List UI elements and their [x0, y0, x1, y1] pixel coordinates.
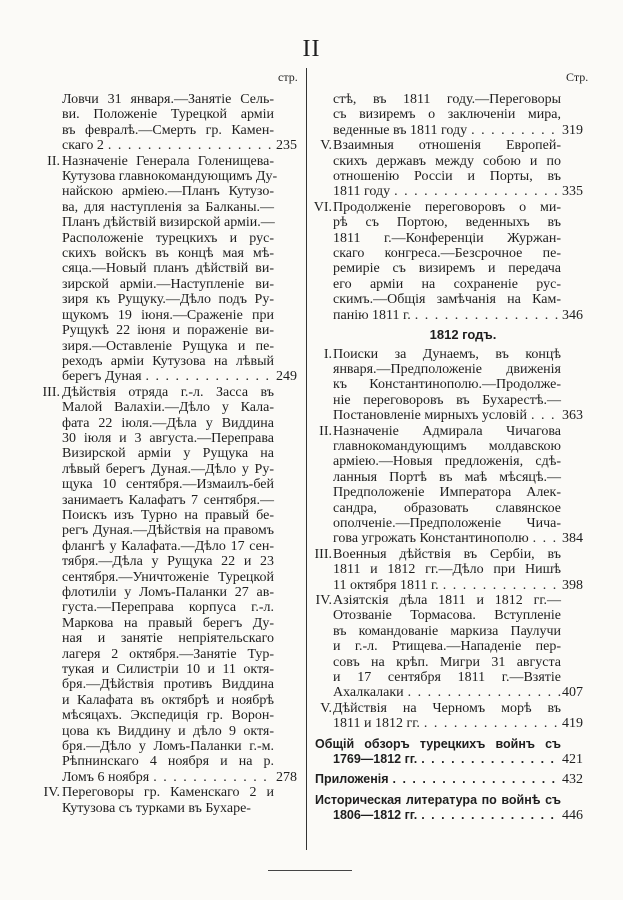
entry-line: и Калафата въ октябрѣ и ноябрѣ: [62, 692, 274, 708]
entry-line: густа.—Переправа корпуса г.-л.: [62, 600, 274, 616]
entry-line: зирской арміи.—Наступленіе ви-: [62, 276, 274, 292]
entry-line: отношенію Россіи и Порты, въ: [333, 169, 561, 185]
entry-line: лѣвый берегъ Дуная.—Дѣло у Ру-: [62, 461, 274, 477]
entry-line: фата 22 іюля.—Дѣла у Виддина: [62, 415, 274, 431]
dot-leader: [404, 685, 561, 700]
entry-line: бря.—Дѣло у Ломъ-Паланки г.-м.: [62, 739, 274, 755]
toc-entry: [312, 347, 594, 424]
entry-line: Военныя дѣйствія въ Сербіи, въ: [333, 546, 561, 562]
entry-line: сандра, образовать славянское: [333, 500, 561, 516]
toc-entry: [312, 92, 594, 138]
entry-line: мѣсяцахъ. Экспедиція гр. Ворон-: [62, 708, 274, 724]
entry-number: II.: [319, 423, 332, 439]
entry-number: VI.: [313, 199, 332, 215]
entry-line: сяца.—Новый планъ дѣйствій ви-: [62, 261, 274, 277]
dot-leader: [104, 138, 274, 153]
dot-leader: [389, 772, 561, 787]
dot-leader: [527, 408, 561, 423]
entry-page: 249: [276, 369, 297, 385]
entry-line: бря.—Дѣйствія противъ Виддина: [62, 677, 274, 693]
entry-line: Дѣйствія отряда г.-л. Засса въ: [62, 384, 274, 400]
entry-line: Продолженіе переговоровъ о ми-: [333, 199, 561, 215]
entry-line: въ командованіе маркиза Паулучи: [333, 623, 561, 639]
entry-line: Маркова на правый берегъ Ду-: [62, 615, 274, 631]
end-rule: [268, 870, 352, 871]
entry-line: щукомъ 19 іюня.—Сраженіе при: [62, 307, 274, 323]
entry-line: ва, для наступленія за Балканы.—: [62, 199, 274, 215]
dot-leader: [390, 184, 561, 199]
entry-page: 346: [562, 307, 583, 323]
toc-entry: [312, 793, 594, 824]
entry-line: Рущукѣ 22 іюня и пораженіе ви-: [62, 323, 274, 339]
entry-line: [333, 123, 561, 138]
entry-line: [333, 531, 561, 546]
entry-page: 398: [562, 577, 583, 593]
toc-right-column: [312, 92, 594, 824]
entry-line: скихъ войскъ въ концѣ мая мѣ-: [62, 246, 274, 262]
toc-entry: [312, 547, 594, 593]
entry-number: IV.: [315, 593, 332, 608]
entry-line: реходъ арміи Кутузова на лѣвый: [62, 353, 274, 369]
entry-line: ополченіе.—Предположеніе Чича-: [333, 515, 561, 531]
dot-leader: [529, 531, 561, 546]
entry-line: и 17 сентября 1811 г.—Взятіе: [333, 670, 561, 686]
entry-text: Ломъ 6 ноября: [62, 769, 150, 785]
dot-leader: [417, 752, 561, 767]
entry-line: [315, 772, 561, 787]
entry-page: 319: [562, 122, 583, 138]
entry-line: Назначеніе Адмирала Чичагова: [333, 423, 561, 439]
entry-line: сентября.—Уничтоженіе Турецкой: [62, 569, 274, 585]
dot-leader: [420, 716, 561, 731]
entry-text: 1769—1812 гг.: [333, 752, 418, 767]
entry-line: Визирской арміи у Рущука на: [62, 446, 274, 462]
entry-line: [62, 138, 274, 153]
entry-line: цова къ Виддину и дѣло 9 октя-: [62, 723, 274, 739]
entry-line: Предположеніе Императора Алек-: [333, 485, 561, 501]
toc-entry: [312, 138, 594, 200]
entry-text: веденные въ 1811 году: [333, 122, 468, 138]
entry-line: [333, 808, 561, 823]
entry-line: къ Константинополю.—Продолже-: [333, 377, 561, 393]
entry-line: Общій обзоръ турецкихъ войнъ съ: [315, 736, 561, 751]
entry-line: ремиріе съ визиремъ и передача: [333, 261, 561, 277]
page-column-label-right: Стр.: [566, 70, 589, 84]
entry-page: 421: [562, 752, 583, 768]
entry-line: занимаетъ Калафатъ 7 сентября.—: [62, 492, 274, 508]
toc-entry: [40, 785, 302, 816]
entry-line: ланныя Портѣ въ маѣ мѣсяцѣ.—: [333, 469, 561, 485]
entry-line: и г.-л. Ртищева.—Нападеніе пер-: [333, 639, 561, 655]
entry-line: Ловчи 31 января.—Занятіе Сель-: [62, 92, 274, 107]
entry-line: ніе переговоровъ въ Бухарестѣ.—: [333, 392, 561, 408]
entry-page: 235: [276, 138, 297, 154]
entry-text: Приложенія: [315, 772, 389, 787]
entry-line: [62, 770, 274, 785]
entry-page: 407: [562, 685, 583, 701]
dot-leader: [411, 308, 561, 323]
entry-line: его арміи на сохраненіе рус-: [333, 276, 561, 292]
entry-line: зиря къ Рущуку.—Дѣло подъ Ру-: [62, 292, 274, 308]
entry-line: [333, 685, 561, 700]
entry-text: 1811 и 1812 гг.: [333, 716, 420, 732]
entry-line: тукая и Силистріи 10 и 11 октя-: [62, 662, 274, 678]
entry-line: ви. Положеніе Турецкой арміи: [62, 107, 274, 123]
entry-line: ная и занятіе непріятельскаго: [62, 631, 274, 647]
entry-line: главнокомандующимъ молдавскою: [333, 438, 561, 454]
entry-line: [62, 369, 274, 384]
entry-line: [333, 184, 561, 199]
entry-number: III.: [42, 384, 60, 400]
entry-number: I.: [323, 346, 332, 362]
entry-page: 278: [276, 769, 297, 785]
entry-text: берегъ Дуная: [62, 369, 142, 385]
toc-left-column: [40, 92, 302, 816]
entry-line: флангѣ у Калафата.—Дѣло 17 сен-: [62, 538, 274, 554]
entry-line: Кутузова съ турками въ Бухаре-: [62, 800, 251, 816]
entry-line: тября.—Дѣла у Рущука 22 и 23: [62, 554, 274, 570]
entry-line: Азіятскія дѣла 1811 и 1812 гг.—: [333, 593, 561, 608]
entry-line: скаго конгреса.—Безсрочное пе-: [333, 246, 561, 262]
entry-line: въ февралѣ.—Смерть гр. Камен-: [62, 122, 274, 138]
entry-text: гова угрожать Константинополю: [333, 531, 529, 547]
page-column-label-left: стр.: [278, 70, 298, 84]
entry-number: V.: [320, 700, 332, 716]
toc-entry: [312, 772, 594, 787]
entry-line: Поиски за Дунаемъ, въ концѣ: [333, 346, 561, 362]
entry-line: съ визиремъ о заключеніи мира,: [333, 107, 561, 123]
entry-number: II.: [47, 153, 60, 169]
toc-entry: [312, 424, 594, 547]
column-divider: [306, 68, 307, 850]
entry-line: арміею.—Новыя предложенія, сдѣ-: [333, 454, 561, 470]
entry-page: 335: [562, 184, 583, 200]
entry-number: III.: [314, 546, 332, 562]
entry-line: [333, 752, 561, 767]
entry-text: 1811 году: [333, 184, 391, 200]
entry-line: регъ Дуная.—Дѣйствія на правомъ: [62, 523, 274, 539]
entry-page: 419: [562, 716, 583, 732]
entry-line: [333, 716, 561, 731]
entry-line: найскою арміею.—Планъ Кутузо-: [62, 184, 274, 200]
entry-line: Расположеніе турецкихъ и рус-: [62, 230, 274, 246]
entry-line: совъ на крѣп. Мигри 31 августа: [333, 654, 561, 670]
dot-leader: [142, 369, 274, 384]
entry-line: [333, 578, 561, 593]
toc-entry: [40, 154, 302, 385]
entry-page: 432: [562, 772, 583, 788]
entry-line: Переговоры гр. Каменскаго 2 и: [62, 785, 274, 801]
entry-line: щука 10 сентября.—Измаилъ-бей: [62, 477, 274, 493]
entry-line: Рѣпнинскаго 4 ноября и на р.: [62, 754, 274, 770]
entry-line: Планъ дѣйствій визирской арміи.—: [62, 215, 275, 231]
entry-number: V.: [320, 138, 332, 154]
entry-page: 384: [562, 531, 583, 547]
entry-number: IV.: [43, 785, 60, 801]
section-heading: 1812 годъ.: [429, 327, 497, 343]
entry-line: лагеря 2 октября.—Занятіе Тур-: [62, 646, 274, 662]
entry-text: панію 1811 г.: [333, 307, 411, 323]
entry-line: [333, 308, 561, 323]
entry-line: стѣ, въ 1811 году.—Переговоры: [333, 92, 561, 107]
entry-line: Дѣйствія на Черномъ морѣ въ: [333, 700, 561, 716]
toc-entry: [312, 737, 594, 768]
toc-entry: [312, 200, 594, 323]
toc-entry: [312, 593, 594, 701]
entry-line: Отозваніе Тормасова. Вступленіе: [333, 608, 561, 624]
entry-line: 1811 г.—Конференціи Журжан-: [333, 230, 561, 246]
entry-line: скихъ державъ между собою и по: [333, 153, 561, 169]
entry-text: Постановленіе мирныхъ условій: [333, 408, 528, 424]
entry-line: 1811 и 1812 гг.—Дѣло при Нишѣ: [333, 562, 561, 578]
entry-line: Взаимныя отношенія Европей-: [333, 138, 561, 154]
dot-leader: [467, 123, 561, 138]
page-number: II: [302, 36, 321, 62]
entry-page: 363: [562, 408, 583, 424]
dot-leader: [417, 808, 561, 823]
entry-line: Назначеніе Генерала Голенищева-: [62, 153, 274, 169]
dot-leader: [439, 578, 561, 593]
entry-line: Малой Валахіи.—Дѣло у Кала-: [62, 400, 274, 416]
toc-entry: [40, 92, 302, 154]
entry-line: Поискъ изъ Турно на правый бе-: [62, 507, 274, 523]
entry-text: скаго 2: [62, 138, 104, 154]
dot-leader: [149, 770, 274, 785]
entry-line: 30 іюля и 3 августа.—Переправа: [62, 430, 274, 446]
entry-page: 446: [562, 808, 583, 824]
entry-line: рѣ съ Портою, веденныхъ въ: [333, 215, 561, 231]
entry-line: Историческая литература по войнѣ съ: [315, 792, 561, 807]
entry-line: скимъ.—Общія замѣчанія на Кам-: [333, 292, 561, 308]
entry-line: флотиліи у Ломъ-Паланки 27 ав-: [62, 585, 274, 600]
toc-entry: [312, 701, 594, 732]
entry-text: 1806—1812 гг.: [333, 808, 418, 823]
entry-line: Кутузова главнокомандующимъ Ду-: [62, 169, 278, 185]
entry-text: 11 октября 1811 г.: [333, 577, 439, 593]
entry-text: Ахалкалаки: [333, 685, 404, 701]
entry-line: зиря.—Оставленіе Рущука и пе-: [62, 338, 274, 354]
toc-entry: [40, 385, 302, 786]
entry-line: [333, 408, 561, 423]
entry-line: января.—Предположеніе движенія: [333, 361, 561, 377]
